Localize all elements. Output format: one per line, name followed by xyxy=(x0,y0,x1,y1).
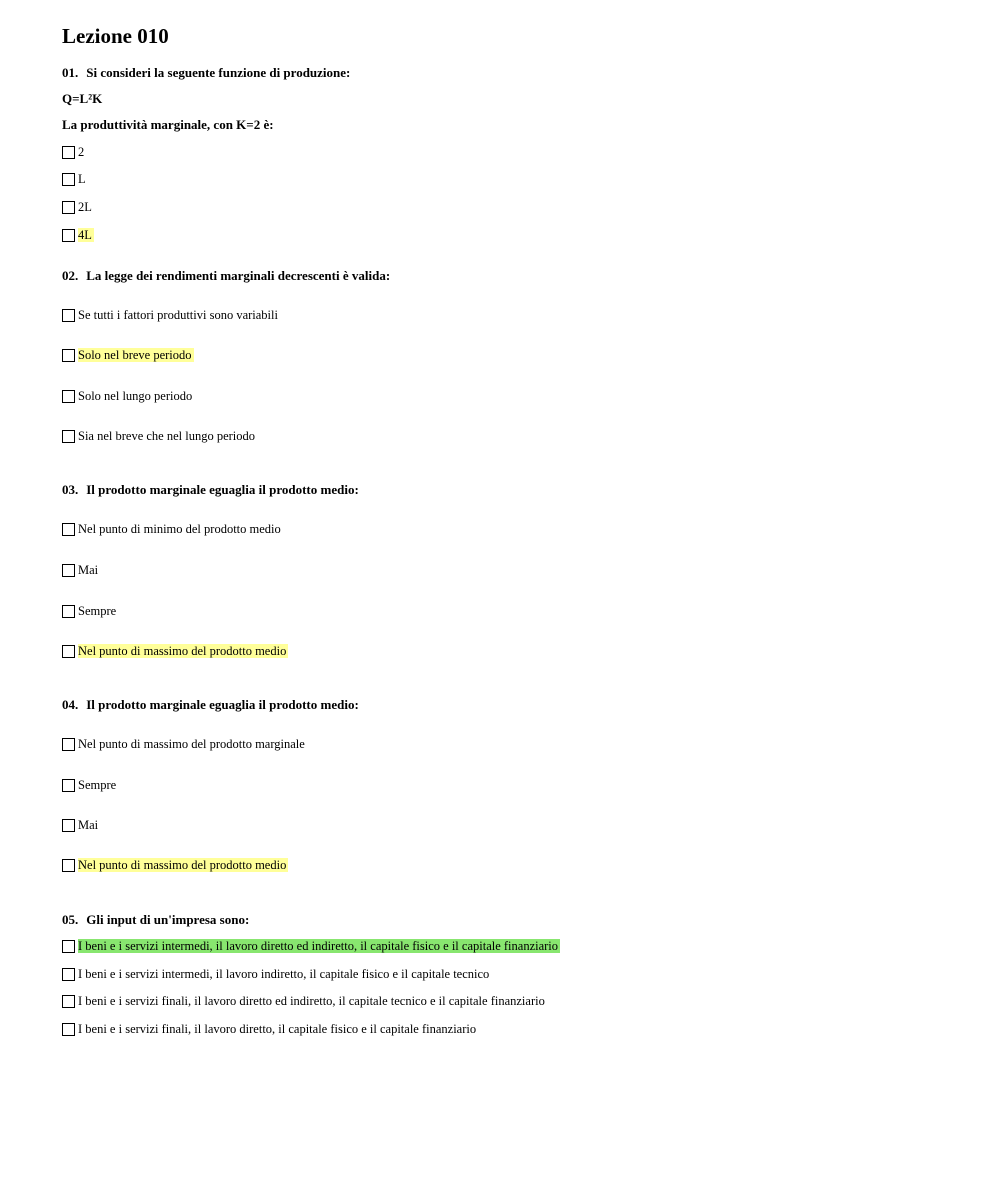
checkbox[interactable] xyxy=(62,1023,75,1036)
question-05-header xyxy=(62,912,249,928)
checkbox[interactable] xyxy=(62,779,75,792)
option-row[interactable] xyxy=(62,521,283,537)
option-row[interactable] xyxy=(62,171,88,187)
option-text-highlighted: 4L xyxy=(78,228,92,242)
option-row[interactable] xyxy=(62,938,560,954)
option-text: Sia nel breve che nel lungo periodo xyxy=(78,429,256,443)
checkbox[interactable] xyxy=(62,309,75,322)
option-text: 2 xyxy=(78,145,85,159)
page-title: Lezione 010 xyxy=(62,24,169,48)
option-text: I beni e i servizi finali, il lavoro diretto, il capitale fisico e il capitale finanziario xyxy=(78,1022,477,1036)
option-text: 2L xyxy=(78,200,92,214)
checkbox[interactable] xyxy=(62,146,75,159)
question-02-header xyxy=(62,268,390,284)
option-row[interactable] xyxy=(62,736,307,752)
checkbox[interactable] xyxy=(62,645,75,658)
option-text: Solo nel lungo periodo xyxy=(78,389,193,403)
option-row[interactable] xyxy=(62,428,257,444)
question-number: 04. xyxy=(62,697,79,712)
checkbox[interactable] xyxy=(62,173,75,186)
checkbox[interactable] xyxy=(62,229,75,242)
option-row[interactable] xyxy=(62,562,100,578)
question-number: 02. xyxy=(62,268,79,283)
option-row[interactable] xyxy=(62,643,288,659)
checkbox[interactable] xyxy=(62,430,75,443)
checkbox[interactable] xyxy=(62,523,75,536)
option-text: I beni e i servizi finali, il lavoro diretto ed indiretto, il capitale tecnico e il capitale finanziario xyxy=(78,994,545,1008)
question-text: Il prodotto marginale eguaglia il prodotto medio: xyxy=(86,482,359,497)
checkbox[interactable] xyxy=(62,738,75,751)
option-row[interactable] xyxy=(62,993,547,1009)
option-row[interactable] xyxy=(62,227,94,243)
question-01-formula: Q=L²K xyxy=(62,91,103,106)
question-01-header xyxy=(62,65,350,81)
option-text-highlighted: Solo nel breve periodo xyxy=(78,348,192,362)
option-row[interactable] xyxy=(62,603,118,619)
question-number: 01. xyxy=(62,65,79,80)
option-text: Nel punto di minimo del prodotto medio xyxy=(78,522,281,536)
checkbox[interactable] xyxy=(62,390,75,403)
checkbox[interactable] xyxy=(62,968,75,981)
question-text: Si consideri la seguente funzione di produzione: xyxy=(86,65,351,80)
option-text: Mai xyxy=(78,818,99,832)
question-04-header xyxy=(62,697,359,713)
checkbox[interactable] xyxy=(62,349,75,362)
checkbox[interactable] xyxy=(62,859,75,872)
question-number: 03. xyxy=(62,482,79,497)
question-03-header xyxy=(62,482,359,498)
option-row[interactable] xyxy=(62,347,194,363)
question-text: Il prodotto marginale eguaglia il prodotto medio: xyxy=(86,697,359,712)
option-row[interactable] xyxy=(62,144,86,160)
option-text: Se tutti i fattori produttivi sono variabili xyxy=(78,308,278,322)
option-text: Sempre xyxy=(78,604,117,618)
option-row[interactable] xyxy=(62,817,100,833)
option-text: L xyxy=(78,172,86,186)
question-number: 05. xyxy=(62,912,79,927)
option-text-highlighted: Nel punto di massimo del prodotto medio xyxy=(78,858,287,872)
option-row[interactable] xyxy=(62,1021,478,1037)
checkbox[interactable] xyxy=(62,201,75,214)
option-text-highlighted: I beni e i servizi intermedi, il lavoro diretto ed indiretto, il capitale fisico e il capitale finanziario xyxy=(78,939,559,953)
question-text: La legge dei rendimenti marginali decrescenti è valida: xyxy=(86,268,391,283)
option-row[interactable] xyxy=(62,199,94,215)
question-01-prompt: La produttività marginale, con K=2 è: xyxy=(62,117,274,132)
option-row[interactable] xyxy=(62,777,118,793)
option-row[interactable] xyxy=(62,857,288,873)
option-row[interactable] xyxy=(62,966,491,982)
checkbox[interactable] xyxy=(62,605,75,618)
option-text: Sempre xyxy=(78,778,117,792)
checkbox[interactable] xyxy=(62,564,75,577)
option-text-highlighted: Nel punto di massimo del prodotto medio xyxy=(78,644,287,658)
option-text: Nel punto di massimo del prodotto marginale xyxy=(78,737,305,751)
option-row[interactable] xyxy=(62,307,280,323)
checkbox[interactable] xyxy=(62,940,75,953)
option-text: I beni e i servizi intermedi, il lavoro indiretto, il capitale fisico e il capitale tecnico xyxy=(78,967,490,981)
option-row[interactable] xyxy=(62,388,194,404)
question-text: Gli input di un'impresa sono: xyxy=(86,912,250,927)
checkbox[interactable] xyxy=(62,819,75,832)
option-text: Mai xyxy=(78,563,99,577)
checkbox[interactable] xyxy=(62,995,75,1008)
